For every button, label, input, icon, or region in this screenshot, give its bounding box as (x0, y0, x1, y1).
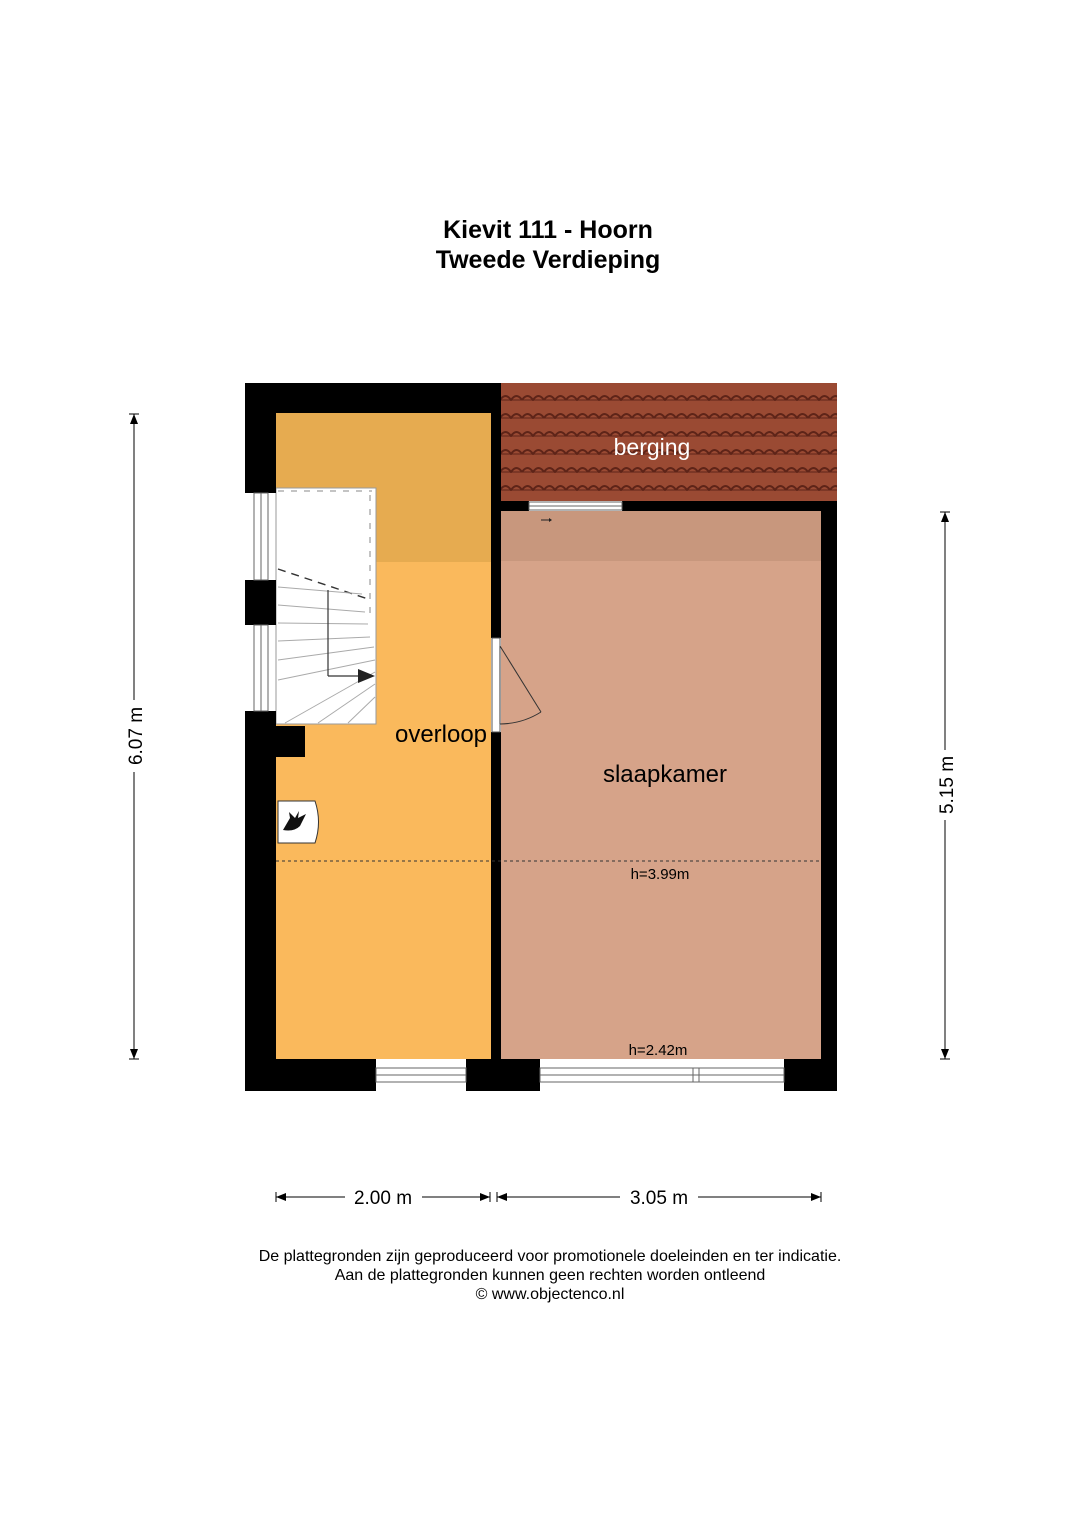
height-label-upper: h=3.99m (630, 866, 690, 883)
room-label-berging: berging (613, 434, 691, 460)
dimension-label-left-width: 2.00 m (353, 1188, 413, 1209)
staircase (276, 488, 376, 724)
disclaimer-line-1: De plattegronden zijn geproduceerd voor promotionele doeleinden en ter indicatie. (258, 1248, 842, 1265)
slaapkamer-area (501, 561, 821, 1059)
dimension-label-bedroom-depth: 5.15 m (937, 755, 958, 815)
copyright-line: © www.objectenco.nl (475, 1286, 625, 1303)
disclaimer-line-2: Aan de plattegronden kunnen geen rechten worden ontleend (334, 1267, 766, 1284)
height-label-lower: h=2.42m (628, 1042, 688, 1059)
dimension-label-total-depth: 6.07 m (126, 706, 147, 766)
dimension-label-right-width: 3.05 m (629, 1188, 689, 1209)
plan-title: Kievit 111 - Hoorn (443, 216, 653, 244)
floor-name: Tweede Verdieping (435, 246, 661, 274)
room-label-overloop: overloop (394, 721, 488, 748)
boiler (278, 801, 319, 843)
room-label-slaapkamer: slaapkamer (602, 761, 728, 788)
